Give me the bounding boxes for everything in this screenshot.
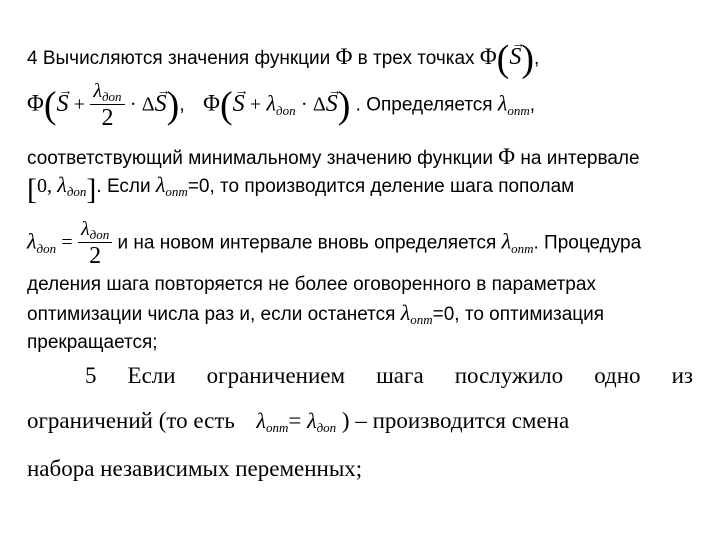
p5-line-1: 5 Если ограничением шага послужило одно из [85, 363, 693, 388]
fraction: $\frac{\lambda_{доп}}{2}$ [78, 218, 112, 269]
phi-symbol: Φ [479, 44, 497, 69]
vector-s: → S [155, 93, 167, 115]
line-3: соответствующий минимальному значению функции Φ на интервале [27, 144, 640, 169]
phi-symbol: Φ [203, 90, 220, 116]
vector-s: → S [509, 46, 521, 68]
p5-line-3: набора независимых переменных; [27, 456, 363, 481]
line-2: Φ(→ S + $\frac{\lambda_{доп}}{2}$ · Δ→ S), $\Phi(\to S + \lambda_{доп} \cdot \Delta\to S)$ . Определяется $\lambda_{опт}$, [27, 80, 535, 131]
phi-symbol: Φ [27, 90, 44, 116]
vector-s: → S [233, 93, 245, 115]
vector-s: → S [56, 93, 68, 115]
text: в трех точках [357, 48, 475, 69]
comma: , [533, 48, 540, 69]
line-4: [0, $\lambda_{доп}$]. Если $\lambda_{опт}=0$, то производится деление шага пополам [27, 172, 575, 206]
phi-symbol: Φ [498, 144, 516, 169]
line-7: оптимизации числа раз и, если останется $\lambda_{опт}=0$, то оптимизация [27, 300, 605, 327]
text: 4 Вычисляются значения функции [27, 48, 331, 69]
fraction: $\frac{\lambda_{доп}}{2}$ [90, 80, 124, 131]
line-1: 4 Вычисляются значения функции Φ в трех точках Φ(→ S), [27, 40, 539, 78]
vector-s: → S [326, 93, 338, 115]
line-5: $\lambda_{доп}$ = $\frac{\lambda_{доп}}{2}$ и на новом интервале вновь определяется $\lambda_{опт}$. Процедура [27, 218, 642, 269]
phi-symbol: Φ [335, 44, 353, 69]
line-6: деления шага повторяется не более оговоренного в параметрах [27, 274, 596, 295]
line-8: прекращается; [27, 332, 158, 353]
p5-line-2: ограничений (то есть λопт= λдоп ) – производится смена [27, 408, 570, 435]
